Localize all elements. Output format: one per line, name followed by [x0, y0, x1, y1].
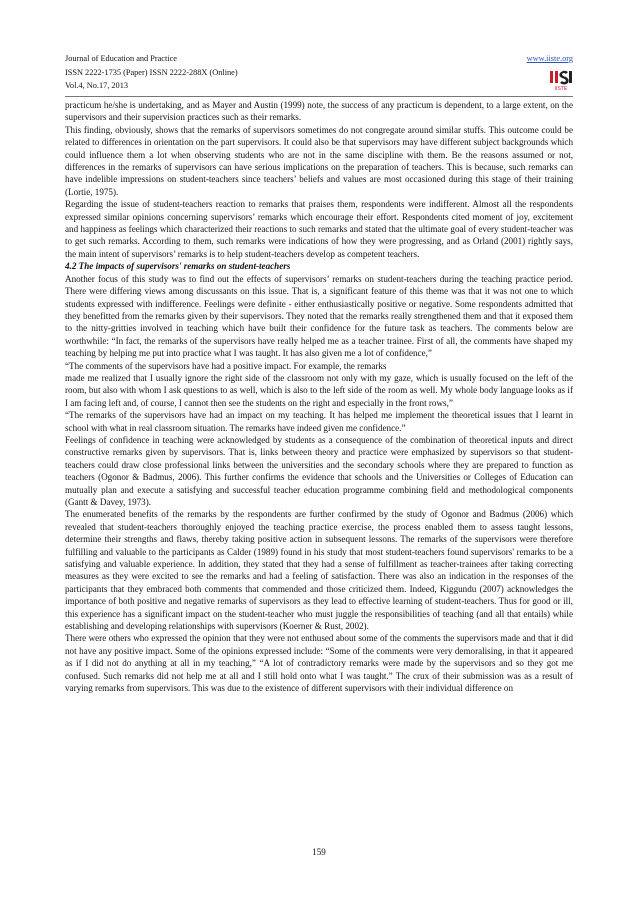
page-number: 159 — [312, 847, 326, 857]
logo-text: IISTE — [554, 86, 568, 91]
issn-line: ISSN 2222-1735 (Paper) ISSN 2222-288X (Online) — [65, 67, 238, 77]
body-paragraph: There were others who expressed the opinion that they were not enthused about some of the comments the supervisors made and that it did not have any positive impact. Some of the opinions expressed include: “Some of the comments were very demoralising, in that it appeared as if I did not do anything at all in my teaching,” “A lot of contradictory remarks were made by the supervisors and so they got me confused. Such remarks did not help me at all and I still hold onto what I was taught.” The crux of their submission was as a result of varying remarks from supervisors. This was due to the existence of different supervisors with their individual difference on — [65, 633, 573, 694]
volume-line: Vol.4, No.17, 2013 — [65, 81, 128, 91]
body-paragraph: Feelings of confidence in teaching were acknowledged by students as a consequence of the combination of theoretical inputs and direct constructive remarks given by supervisors. That is, links between theory and practice were emphasized by supervisors so that student-teachers could draw close professional links between the universities and the secondary schools where they are prepared to function as teachers (Ogonor & Badmus, 2006). This further confirms the evidence that schools and the Universities or Colleges of Education can mutually plan and execute a satisfying and successful teacher education programme combining field and methodological components (Gantt & Davey, 1973). — [65, 434, 573, 507]
section-heading: 4.2 The impacts of supervisors' remarks on student-teachers — [65, 261, 291, 272]
body-paragraph: The enumerated benefits of the remarks by the respondents are further confirmed by the study of Ogonor and Badmus (2006) which revealed that student-teachers thoroughly enjoyed the teaching practice exercise, the process enabled them to assess taught lessons, determine their strengths and flaws, thereby taking positive action in subsequent lessons. The remarks of the supervisors were therefore fulfilling and valuable to the participants as Calder (1989) found in his study that most student-teachers found supervisors' remarks to be a satisfying and valuable experience. In addition, they stated that they had a sense of fulfillment as teacher-trainees after taking correcting measures as they were excited to see the remarks and had a feeling of satisfaction. There was also an indication in the responses of the participants that they embraced both comments that commended and those criticized them. Indeed, Kiggundu (2007) acknowledges the importance of both positive and negative remarks of supervisors as they lead to effective learning of student-teachers. Thus for good or ill, this experience has a significant impact on the student-teacher who must juggle the responsibilities of teaching (and all that entails) while establishing and developing relationships with supervisors (Koerner & Rust, 2002). — [65, 509, 573, 632]
body-paragraph: This finding, obviously, shows that the remarks of supervisors sometimes do not congregate around similar stuffs. This outcome could be related to differences in orientation on the part supervisors. It could also be that supervisors may have different subject backgrounds which could influence them a lot when observing students who are not in the same discipline with them. Be the reasons assumed or not, differences in the remarks of supervisors can have serious implications on the preparation of teachers. This is because, such remarks can have indelible impressions on student-teachers since teachers’ beliefs and values are most occasioned during this stage of their training (Lortie, 1975). — [65, 124, 573, 197]
article-body — [65, 99, 573, 695]
body-paragraph: Another focus of this study was to find out the effects of supervisors’ remarks on student-teachers during the teaching practice period. There were differing views among discussants on this issue. That is, a significant feature of this theme was that it was not one to which students expressed with indifference. Feelings were definite - either enthusiastically positive or negative. Some respondents admitted that they benefitted from the remarks given by their supervisors. They noted that the remarks really strengthened them and that it exposed them to the nitty-gritties involved in teaching which have built their confidence for the future task as teachers. The comments below are worthwhile: “In fact, the remarks of the supervisors have really helped me as a teacher trainee. First of all, the comments have shaped my teaching by helping me put into practice what I was taught. It has also given me a lot of confidence,” — [65, 273, 573, 359]
iiste-logo-icon — [549, 69, 573, 91]
body-paragraph: practicum he/she is undertaking, and as Mayer and Austin (1999) note, the success of any practicum is dependent, to a large extent, on the supervisors and their supervision practices such as their remarks. — [65, 100, 573, 123]
journal-name: Journal of Education and Practice — [65, 54, 177, 63]
body-paragraph: made me realized that I usually ignore the right side of the classroom not only with my gaze, which is usually focused on the left of the room, but also with whom I ask questions to as well, which is also to the left side of the room as well. My whole body language looks as if I am facing left and, of course, I cannot then see the students on the right and especially in the front rows,” — [65, 372, 573, 408]
header-divider — [65, 96, 573, 97]
page-header — [65, 52, 573, 93]
journal-url-link[interactable]: www.iiste.org — [526, 54, 573, 63]
body-paragraph: “The comments of the supervisors have had a positive impact. For example, the remarks — [65, 360, 387, 371]
body-paragraph: “The remarks of the supervisors have had an impact on my teaching. It has helped me implement the theoretical issues that I learnt in school with what in real classroom situation. The remarks have indeed given me confidence.” — [65, 410, 573, 433]
body-paragraph: Regarding the issue of student-teachers reaction to remarks that praises them, respondents were indifferent. Almost all the respondents expressed similar opinions concerning supervisors’ remarks which encourage their effort. Respondents cited moment of joy, excitement and happiness as feelings which characterized their reactions to such remarks and stated that the ultimate goal of every student-teacher was to get such remarks. According to them, such remarks were indications of how they were progressing, and as Orland (2001) rightly says, the main intent of supervisors’ remarks is to help student-teachers develop as competent teachers. — [65, 199, 573, 259]
